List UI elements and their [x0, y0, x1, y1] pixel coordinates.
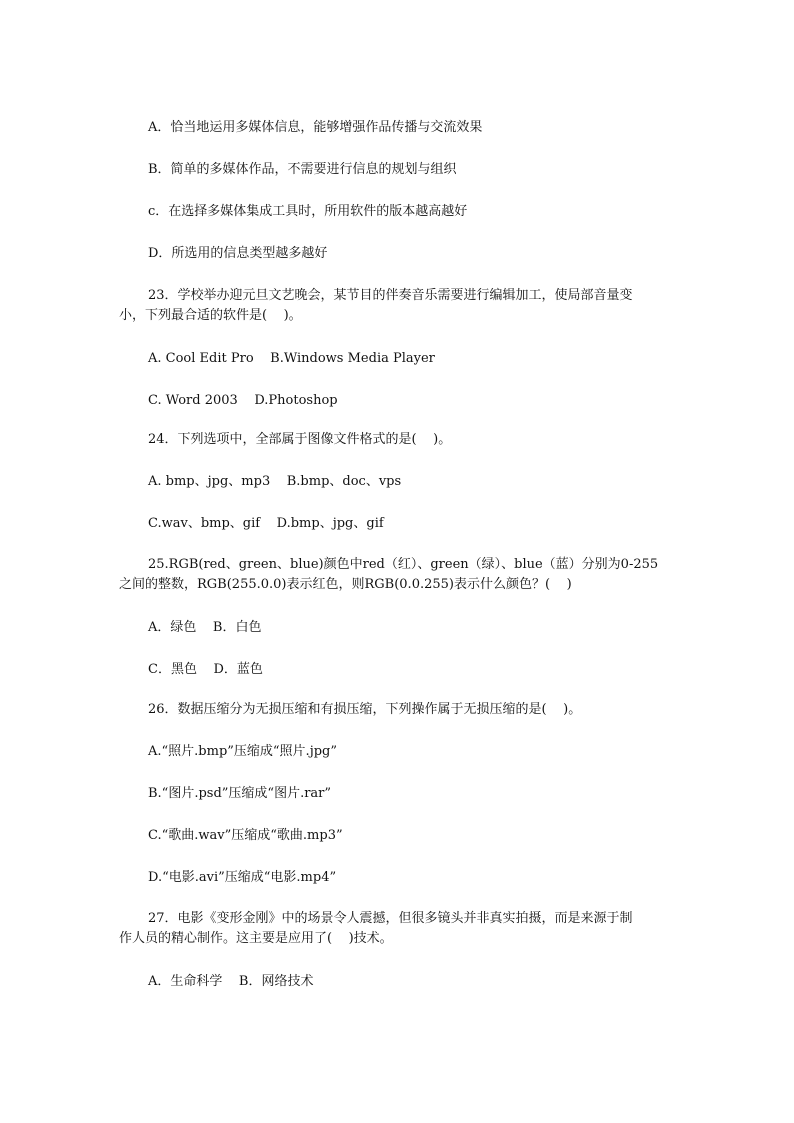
q23-stem-line1: 23．学校举办迎元旦文艺晚会，某节目的伴奏音乐需要进行编辑加工，使局部音量变 — [148, 288, 633, 303]
q24-options-line1: A. bmp、jpg、mp3 B.bmp、doc、vps — [148, 474, 402, 489]
q23-options-line1: A. Cool Edit Pro B.Windows Media Player — [148, 351, 435, 366]
q25-stem-line2: 之间的整数，RGB(255.0.0)表示红色，则RGB(0.0.255)表示什么颜色？( ) — [119, 577, 572, 592]
q22-option-c: c．在选择多媒体集成工具时，所用软件的版本越高越好 — [148, 204, 468, 219]
q23-stem-line2: 小，下列最合适的软件是( )。 — [119, 308, 302, 323]
q22-option-a: A．恰当地运用多媒体信息，能够增强作品传播与交流效果 — [148, 120, 483, 135]
q22-option-b: B．简单的多媒体作品，不需要进行信息的规划与组织 — [148, 162, 457, 177]
q24-stem: 24．下列选项中，全部属于图像文件格式的是( )。 — [148, 432, 452, 447]
q26-option-d: D.“电影.avi”压缩成“电影.mp4” — [148, 870, 337, 885]
q24-options-line2: C.wav、bmp、gif D.bmp、jpg、gif — [148, 516, 384, 531]
q22-option-d: D．所选用的信息类型越多越好 — [148, 246, 328, 261]
q25-options-line2: C．黑色 D．蓝色 — [148, 662, 263, 677]
q26-option-c: C.“歌曲.wav”压缩成“歌曲.mp3” — [148, 828, 343, 843]
q25-options-line1: A．绿色 B．白色 — [148, 620, 262, 635]
q23-options-line2: C. Word 2003 D.Photoshop — [148, 393, 338, 408]
q26-option-a: A.“照片.bmp”压缩成“照片.jpg” — [148, 744, 338, 759]
q27-stem-line1: 27．电影《变形金刚》中的场景令人震撼，但很多镜头并非真实拍摄，而是来源于制 — [148, 911, 633, 926]
q27-options-line1: A．生命科学 B．网络技术 — [148, 974, 314, 989]
q27-stem-line2: 作人员的精心制作。这主要是应用了( )技术。 — [119, 931, 393, 946]
q26-stem: 26．数据压缩分为无损压缩和有损压缩，下列操作属于无损压缩的是( )。 — [148, 702, 582, 717]
q25-stem-line1: 25.RGB(red、green、blue)颜色中red（红）、green（绿）、blue（蓝）分别为0-255 — [148, 557, 659, 572]
q26-option-b: B.“图片.psd”压缩成“图片.rar” — [148, 786, 332, 801]
